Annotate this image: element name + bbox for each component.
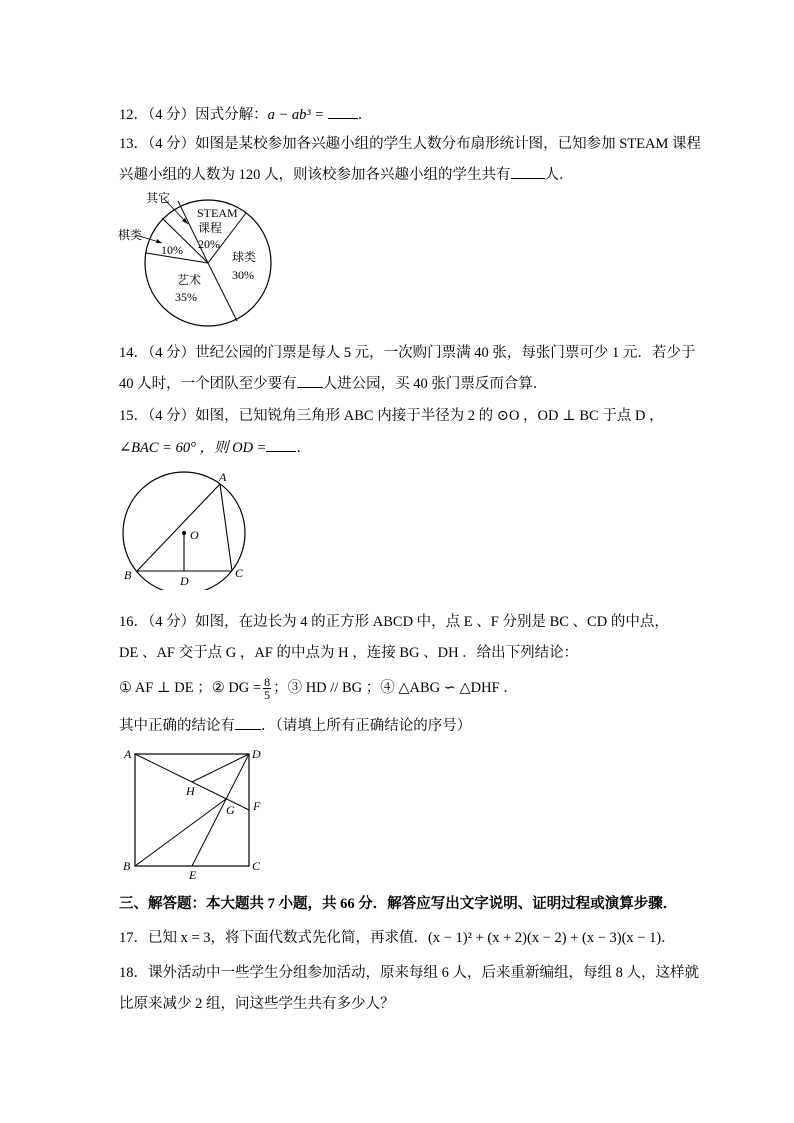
label-a: A: [219, 470, 227, 484]
pie-label-art: 艺术: [177, 273, 202, 287]
segment-ab: [137, 484, 220, 571]
q18-line-2: 比原来减少 2 组，问这些学生共有多少人？: [119, 996, 395, 1012]
pie-label-chess: 棋类: [118, 228, 143, 242]
segment-bg: [135, 799, 226, 866]
q16-line-4b: ．（请填上所有正确结论的序号）: [261, 718, 472, 734]
label-c: C: [235, 566, 244, 580]
q13-line-2b: 人．: [544, 167, 574, 183]
q16-conclusion-part-1: ① AF ⊥ DE ；② DG =: [119, 679, 262, 696]
q16-conclusion-part-2: ；③ HD // BG ；④ △ABG ∽ △DHF ．: [273, 679, 518, 696]
q13-line-2: [119, 164, 574, 185]
q16-line-4a: 其中正确的结论有: [119, 718, 235, 734]
q16-line-1: 16．（4 分）如图，在边长为 4 的正方形 ABCD 中，点 E 、F 分别是 BC 、CD 的中点，: [119, 614, 669, 630]
pie-label-other: 其它: [146, 191, 171, 205]
segment-ac: [220, 484, 232, 571]
q13-answer-blank: [511, 164, 545, 179]
label-e: E: [189, 868, 197, 882]
q16-line-2: DE 、AF 交于点 G ，AF 的中点为 H ，连接 BG 、DH ．给出下列结论：: [119, 645, 579, 661]
fraction-numerator: 8: [264, 675, 271, 689]
q12-expression: a − ab³ =: [267, 107, 325, 123]
label-b: B: [124, 568, 132, 582]
q15-line-2: [119, 437, 311, 458]
pie-pct-steam: 20%: [198, 237, 220, 251]
center-o-point: [182, 531, 186, 535]
square-figure: [118, 742, 278, 884]
q16-fraction: [263, 676, 271, 701]
pie-chart-figure: [116, 188, 276, 334]
question-12: [119, 104, 372, 125]
q14-answer-blank: [297, 373, 323, 388]
label-o: O: [190, 528, 199, 542]
label-b: B: [123, 859, 131, 873]
question-17: 17．已知 x = 3，将下面代数式先化简，再求值．(x − 1)² + (x + 2)(x − 2) + (x − 3)(x − 1)．: [119, 930, 676, 946]
pie-label-ball: 球类: [232, 250, 257, 264]
label-g: G: [226, 803, 235, 817]
q12-answer-blank: [328, 104, 358, 119]
q14-line-2b: 人进公园，买 40 张门票反而合算．: [322, 376, 548, 392]
q14-line-1: 14．（4 分）世纪公园的门票是每人 5 元，一次购门票满 40 张，每张门票可少 1 元．若少于: [119, 345, 696, 361]
fraction-denominator: 5: [264, 688, 271, 702]
label-d: D: [252, 747, 261, 761]
label-d: D: [180, 574, 189, 588]
label-h: H: [186, 784, 195, 798]
q15-answer-blank: [266, 437, 296, 452]
q12-suffix: ．: [357, 107, 373, 123]
pie-pct-chess: 10%: [161, 243, 183, 257]
pie-pct-ball: 30%: [232, 268, 254, 282]
pie-label-steam: STEAM: [197, 206, 238, 220]
pie-pct-art: 35%: [175, 290, 197, 304]
pie-label-steam-course: 课程: [198, 221, 223, 235]
q15-line-2b: ．: [296, 440, 311, 456]
circle-triangle-figure: [118, 466, 258, 590]
q18-line-1: 18．课外活动中一些学生分组参加活动，原来每组 6 人，后来重新编组，每组 8 人，这样就: [119, 965, 699, 981]
q16-answer-blank: [235, 715, 261, 730]
q14-line-2a: 40 人时，一个团队至少要有: [119, 376, 297, 392]
segment-de: [192, 754, 249, 866]
q15-line-1: 15．（4 分）如图，已知锐角三角形 ABC 内接于半径为 2 的 ⊙O ，OD ⊥ BC 于点 D ，: [119, 408, 664, 424]
q15-line-2a: ∠BAC = 60° ，则 OD =: [119, 440, 267, 456]
label-f: F: [253, 799, 261, 813]
q16-line-4: [119, 715, 471, 736]
q14-line-2: [119, 373, 547, 394]
segment-hd: [192, 754, 249, 782]
label-c: C: [252, 859, 261, 873]
section-3-heading: 三、解答题：本大题共 7 小题，共 66 分．解答应写出文字说明、证明过程或演算步骤．: [119, 896, 678, 912]
q13-line-1: 13．（4 分）如图是某校参加各兴趣小组的学生人数分布扇形统计图，已知参加 STEAM 课程: [119, 136, 702, 152]
q13-line-2a: 兴趣小组的人数为 120 人，则该校参加各兴趣小组的学生共有: [119, 167, 511, 183]
q16-conclusions: [119, 676, 518, 701]
q12-prefix: 12．（4 分）因式分解：: [119, 107, 268, 123]
label-a: A: [124, 747, 132, 761]
